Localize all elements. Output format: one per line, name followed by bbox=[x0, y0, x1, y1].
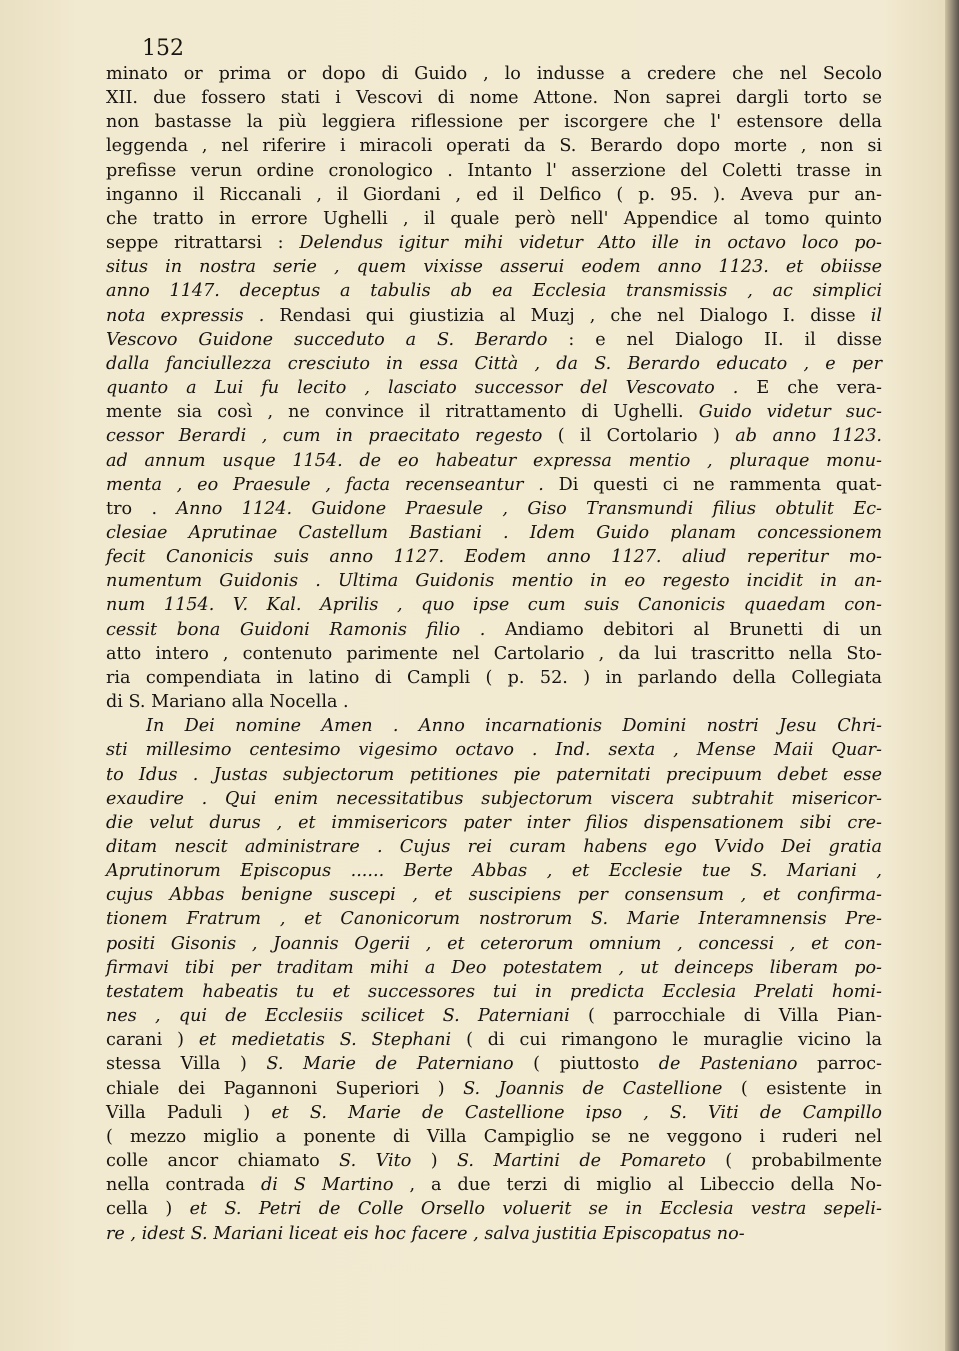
italic-text-segment: ad annum usque 1154. de eo habeatur expressa mentio , pluraque monu- bbox=[106, 450, 882, 471]
italic-text-segment: nes , qui de Ecclesiis scilicet S. Paterniani bbox=[106, 1006, 588, 1027]
italic-text-segment: il bbox=[870, 305, 882, 326]
italic-text-segment: ab anno 1123. bbox=[735, 426, 882, 447]
text-segment: E che vera- bbox=[756, 378, 883, 399]
text-segment: Rendasi qui giustizia al Muzj , che nel Dialogo I. disse bbox=[279, 305, 871, 326]
text-line bbox=[106, 255, 882, 279]
text-line bbox=[106, 400, 882, 424]
text-line bbox=[106, 1028, 882, 1052]
italic-text-segment: cessor Berardi , cum in praecitato regesto bbox=[106, 426, 558, 447]
text-segment: ( di cui rimangono le muraglie vicino la bbox=[466, 1030, 883, 1051]
italic-text-segment: re , idest S. Mariani liceat eis hoc facere , salva justitia Episcopatus no- bbox=[106, 1223, 745, 1244]
text-segment: ( parrocchiale di Villa Pian- bbox=[587, 1006, 882, 1027]
text-segment: ( esistente in bbox=[740, 1078, 882, 1099]
text-segment: mente sia così , ne convince il ritrattamento di Ughelli. bbox=[106, 402, 699, 423]
italic-text-segment: S. Vito bbox=[339, 1151, 431, 1172]
italic-text-segment: clesiae Aprutinae Castellum Bastiani . Idem Guido planam concessionem bbox=[106, 522, 882, 543]
italic-text-segment: S. Joannis de Castellione bbox=[463, 1078, 741, 1099]
text-line bbox=[106, 642, 882, 666]
text-line bbox=[106, 835, 882, 859]
text-line bbox=[106, 956, 882, 980]
italic-text-segment: Vescovo Guidone succeduto a S. Berardo bbox=[106, 329, 569, 350]
italic-text-segment: Delendus igitur mihi videtur Atto ille in octavo loco po- bbox=[299, 233, 882, 254]
text-line bbox=[106, 352, 882, 376]
italic-text-segment: cujus Abbas benigne suscepi , et suscipiens per consensum , et confirma- bbox=[106, 885, 882, 906]
text-segment: ) bbox=[430, 1151, 457, 1172]
text-segment: leggenda , nel riferire i miracoli operati da S. Berardo dopo morte , non si bbox=[106, 136, 882, 157]
text-segment: di S. Mariano alla Nocella . bbox=[106, 692, 349, 713]
text-line bbox=[106, 231, 882, 255]
text-segment: cella ) bbox=[106, 1199, 190, 1220]
page-number: 152 bbox=[142, 36, 184, 61]
text-line bbox=[106, 134, 882, 158]
text-line bbox=[106, 449, 882, 473]
italic-text-segment: di S Martino bbox=[260, 1175, 410, 1196]
text-segment: Andiamo debitori al Brunetti di un bbox=[504, 619, 882, 640]
italic-text-segment: nota expressis . bbox=[106, 305, 280, 326]
italic-text-segment: et S. Marie de Castellione ipso , S. Viti de Campillo bbox=[271, 1102, 882, 1123]
text-segment: ( piuttosto bbox=[533, 1054, 659, 1075]
text-line bbox=[106, 304, 882, 328]
text-line bbox=[106, 859, 882, 883]
text-segment: stessa Villa ) bbox=[106, 1054, 267, 1075]
italic-text-segment: tionem Fratrum , et Canonicorum nostrorum S. Marie Interamnensis Pre- bbox=[106, 909, 882, 930]
italic-text-segment: positi Gisonis , Joannis Ogerii , et ceterorum omnium , concessi , et con- bbox=[106, 933, 882, 954]
italic-text-segment: menta , eo Praesule , facta recenseantur . bbox=[106, 474, 559, 495]
text-segment: nella contrada bbox=[106, 1175, 261, 1196]
text-line bbox=[106, 1173, 882, 1197]
italic-text-segment: exaudire . Qui enim necessitatibus subjectorum viscera subtrahit misericor- bbox=[106, 788, 882, 809]
text-line bbox=[106, 497, 882, 521]
text-line bbox=[106, 569, 882, 593]
italic-text-segment: et S. Petri de Colle Orsello voluerit se in Ecclesia vestra sepeli- bbox=[189, 1199, 883, 1220]
text-line bbox=[106, 159, 882, 183]
italic-text-segment: de Pasteniano bbox=[658, 1054, 818, 1075]
text-line bbox=[106, 1004, 882, 1028]
text-segment: Villa Paduli ) bbox=[106, 1102, 272, 1123]
text-segment: prefisse verun ordine cronologico . Intanto l' asserzione del Coletti trasse in bbox=[106, 160, 882, 181]
text-line bbox=[106, 787, 882, 811]
text-line bbox=[106, 1222, 882, 1246]
italic-text-segment: Anno 1124. Guidone Praesule , Giso Transmundi filius obtulit Ec- bbox=[176, 498, 882, 519]
text-segment: XII. due fossero stati i Vescovi di nome Attone. Non saprei dargli torto se bbox=[106, 88, 882, 109]
italic-text-segment: Guido videtur suc- bbox=[698, 402, 882, 423]
italic-text-segment: S. Marie de Paterniano bbox=[266, 1054, 534, 1075]
italic-text-segment: numentum Guidonis . Ultima Guidonis mentio in eo regesto incidit in an- bbox=[106, 571, 882, 592]
italic-text-segment: die velut durus , et immisericors pater inter filios dispensationem sibi cre- bbox=[106, 812, 882, 833]
italic-text-segment: cessit bona Guidoni Ramonis filio . bbox=[106, 619, 505, 640]
text-line bbox=[106, 714, 882, 738]
text-line bbox=[106, 763, 882, 787]
text-line bbox=[106, 1197, 882, 1221]
text-line bbox=[106, 1052, 882, 1076]
text-segment: seppe ritrattarsi : bbox=[106, 233, 300, 254]
text-line bbox=[106, 666, 882, 690]
text-segment: ( il Cortolario ) bbox=[557, 426, 736, 447]
italic-text-segment: et medietatis S. Stephani bbox=[198, 1030, 467, 1051]
italic-text-segment: anno 1147. deceptus a tabulis ab ea Ecclesia transmissis , ac simplici bbox=[106, 281, 882, 302]
italic-text-segment: testatem habeatis tu et successores tui in predicta Ecclesia Prelati homi- bbox=[106, 981, 882, 1002]
text-segment: minato or prima or dopo di Guido , lo indusse a credere che nel Secolo bbox=[106, 64, 882, 84]
text-segment: carani ) bbox=[106, 1030, 199, 1051]
italic-text-segment: ditam nescit administrare . Cujus rei curam habens ego Vvido Dei gratia bbox=[106, 837, 882, 857]
italic-text-segment: num 1154. V. Kal. Aprilis , quo ipse cum suis Canonicis quaedam con- bbox=[106, 595, 882, 616]
text-segment: parroc- bbox=[817, 1054, 882, 1075]
text-line bbox=[106, 110, 882, 134]
text-line bbox=[106, 907, 882, 931]
text-line bbox=[106, 1125, 882, 1149]
italic-text-segment: to Idus . Justas subjectorum petitiones pie paternitati precipuum debet esse bbox=[106, 764, 882, 785]
text-line bbox=[106, 1101, 882, 1125]
text-line bbox=[106, 376, 882, 400]
text-line bbox=[106, 593, 882, 617]
text-line bbox=[106, 738, 882, 762]
text-line bbox=[106, 980, 882, 1004]
text-line bbox=[106, 473, 882, 497]
text-segment: ria compendiata in latino di Campli ( p. 52. ) in parlando della Collegiata bbox=[106, 667, 882, 688]
text-line bbox=[106, 328, 882, 352]
text-line bbox=[106, 86, 882, 110]
text-segment: inganno il Riccanali , il Giordani , ed il Delfico ( p. 95. ). Aveva pur an- bbox=[106, 184, 882, 205]
text-segment: ( mezzo miglio a ponente di Villa Campiglio se ne veggono i ruderi nel bbox=[106, 1126, 882, 1147]
text-line bbox=[106, 521, 882, 545]
italic-text-segment: quanto a Lui fu lecito , lasciato successor del Vescovato . bbox=[106, 378, 757, 399]
text-line bbox=[106, 1077, 882, 1101]
text-line bbox=[106, 207, 882, 231]
text-segment: : e nel Dialogo II. il disse bbox=[568, 329, 882, 350]
page-edge-shadow bbox=[945, 0, 959, 1351]
text-segment: atto intero , contenuto parimente nel Cartolario , da lui trascritto nella Sto- bbox=[106, 643, 882, 664]
text-line bbox=[106, 811, 882, 835]
italic-text-segment: fecit Canonicis suis anno 1127. Eodem anno 1127. aliud reperitur mo- bbox=[106, 547, 882, 568]
italic-text-segment: S. Martini de Pomareto bbox=[456, 1151, 726, 1172]
text-line bbox=[106, 932, 882, 956]
italic-text-segment: In Dei nomine Amen . Anno incarnationis Domini nostri Jesu Chri- bbox=[146, 716, 882, 737]
text-line bbox=[106, 424, 882, 448]
text-segment: chiale dei Pagannoni Superiori ) bbox=[106, 1078, 464, 1099]
text-line bbox=[106, 883, 882, 907]
text-segment: che tratto in errore Ughelli , il quale però nell' Appendice al tomo quinto bbox=[106, 208, 882, 229]
text-segment: , a due terzi di miglio al Libeccio della No- bbox=[409, 1175, 882, 1196]
text-line bbox=[106, 279, 882, 303]
italic-text-segment: situs in nostra serie , quem vixisse asserui eodem anno 1123. et obiisse bbox=[106, 257, 882, 278]
text-line bbox=[106, 690, 882, 714]
text-segment: Di questi ci ne rammenta quat- bbox=[558, 474, 882, 495]
text-line bbox=[106, 183, 882, 207]
text-segment: non bastasse la più leggiera riflessione per iscorgere che l' estensore della bbox=[106, 112, 882, 133]
text-line bbox=[106, 618, 882, 642]
italic-text-segment: sti millesimo centesimo vigesimo octavo . Ind. sexta , Mense Maii Quar- bbox=[106, 740, 882, 761]
text-segment: colle ancor chiamato bbox=[106, 1151, 340, 1172]
text-line bbox=[106, 545, 882, 569]
italic-text-segment: dalla fanciullezza cresciuto in essa Città , da S. Berardo educato , e per bbox=[106, 353, 882, 374]
text-segment: ( probabilmente bbox=[725, 1151, 882, 1172]
text-segment: tro . bbox=[106, 498, 177, 519]
body-text bbox=[106, 62, 882, 1246]
italic-text-segment: firmavi tibi per traditam mihi a Deo potestatem , ut deinceps liberam po- bbox=[106, 957, 882, 978]
text-line bbox=[106, 62, 882, 86]
italic-text-segment: Aprutinorum Episcopus ...... Berte Abbas , et Ecclesie tue S. Mariani , bbox=[106, 861, 882, 882]
text-line bbox=[106, 1149, 882, 1173]
